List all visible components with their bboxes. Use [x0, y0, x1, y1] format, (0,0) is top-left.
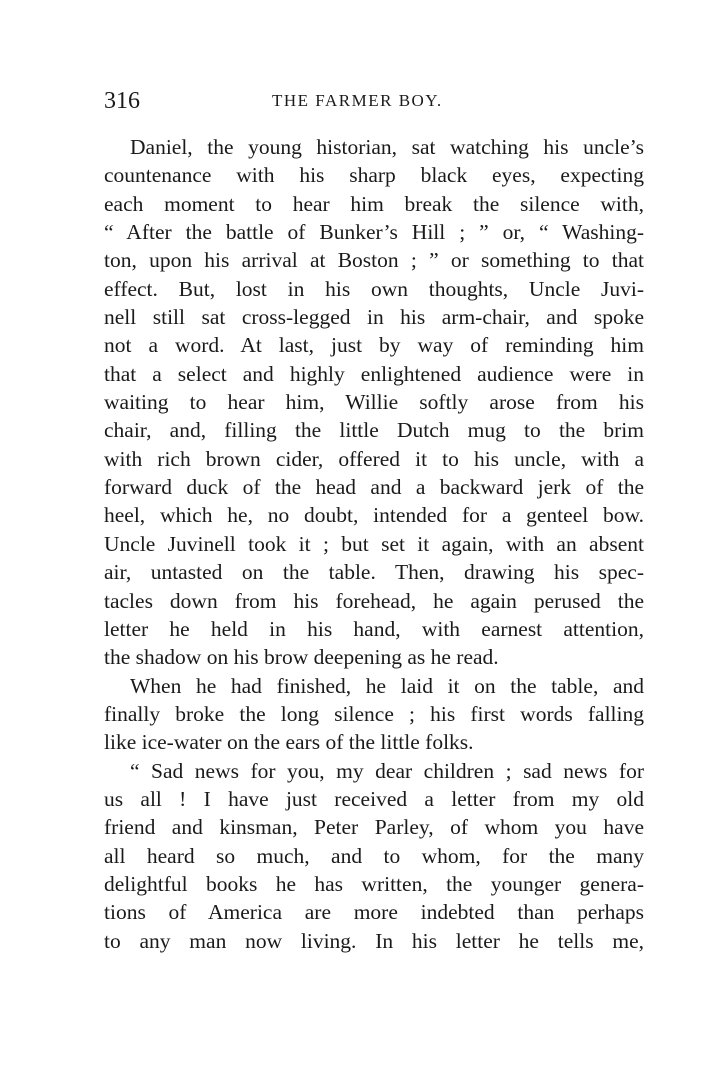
- text-line: tions of America are more indebted than perhaps: [104, 900, 644, 925]
- text-line: to any man now living. In his letter he tells me,: [104, 928, 644, 953]
- text-line: finally broke the long silence ; his first words falling: [104, 701, 644, 726]
- text-line: heel, which he, no doubt, intended for a genteel bow.: [104, 503, 644, 528]
- text-line: countenance with his sharp black eyes, expecting: [104, 163, 644, 188]
- text-line: forward duck of the head and a backward jerk of the: [104, 475, 644, 500]
- text-line: chair, and, filling the little Dutch mug to the brim: [104, 418, 644, 443]
- text-line: letter he held in his hand, with earnest attention,: [104, 616, 644, 641]
- text-line: all heard so much, and to whom, for the many: [104, 843, 644, 868]
- text-line: each moment to hear him break the silence with,: [104, 191, 644, 216]
- text-line: “ Sad news for you, my dear children ; sad news for: [130, 758, 644, 783]
- text-line: the shadow on his brow deepening as he read.: [104, 645, 499, 670]
- text-line: nell still sat cross-legged in his arm-chair, and spoke: [104, 305, 644, 330]
- text-line: delightful books he has written, the younger genera-: [104, 871, 644, 896]
- text-line: not a word. At last, just by way of reminding him: [104, 333, 644, 358]
- text-line: waiting to hear him, Willie softly arose from his: [104, 390, 644, 415]
- text-line: Daniel, the young historian, sat watching his uncle’s: [130, 135, 644, 159]
- text-line: effect. But, lost in his own thoughts, Uncle Juvi-: [104, 276, 644, 301]
- text-line: with rich brown cider, offered it to his uncle, with a: [104, 446, 644, 471]
- text-line: that a select and highly enlightened audience were in: [104, 361, 644, 386]
- text-line: ton, upon his arrival at Boston ; ” or something to that: [104, 248, 644, 273]
- text-line: us all ! I have just received a letter from my old: [104, 786, 644, 811]
- text-line: Uncle Juvinell took it ; but set it again, with an absent: [104, 531, 644, 556]
- text-line: “ After the battle of Bunker’s Hill ; ” or, “ Washing-: [104, 220, 644, 245]
- text-line: When he had finished, he laid it on the table, and: [130, 673, 644, 698]
- running-title: THE FARMER BOY.: [272, 91, 443, 110]
- text-line: tacles down from his forehead, he again perused the: [104, 588, 644, 613]
- body-text: [104, 133, 644, 955]
- page-number: 316: [104, 88, 140, 114]
- text-line: air, untasted on the table. Then, drawing his spec-: [104, 560, 644, 585]
- text-line: like ice-water on the ears of the little folks.: [104, 730, 474, 755]
- text-line: friend and kinsman, Peter Parley, of whom you have: [104, 815, 644, 840]
- running-head: [104, 86, 644, 116]
